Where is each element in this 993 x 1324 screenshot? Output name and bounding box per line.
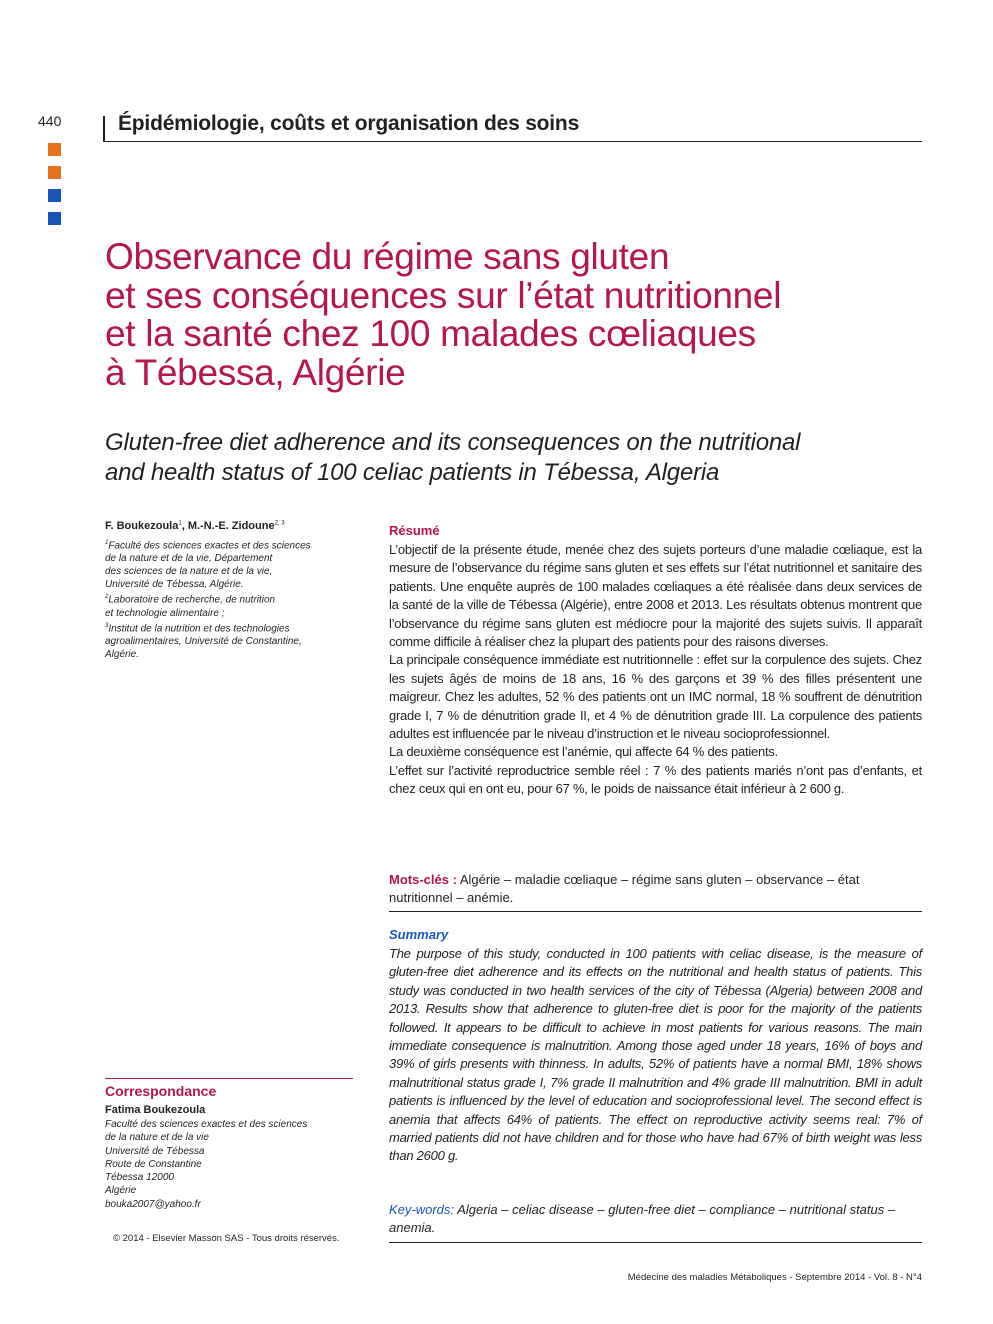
affiliations	[105, 537, 355, 661]
affiliation	[105, 620, 355, 661]
affiliation	[105, 591, 355, 619]
affiliation-line: $^3$Institut de la nutrition et des technologies	[105, 622, 290, 634]
resume-paragraph: L’effet sur l’activité reproductrice semble réel : 7 % des patients mariés n’ont pas d’enfants, et chez ceux qui en ont eu, pour 67 %, le poids de naissance était inférieur à 2 600 g.	[389, 762, 922, 797]
address-line: Université de Tébessa	[105, 1145, 205, 1157]
resume-paragraph: La deuxième conséquence est l’anémie, qui affecte 64 % des patients.	[389, 744, 778, 760]
keywords-en-label: Key-words:	[389, 1202, 455, 1217]
affiliation-line: de la nature et de la vie, Département	[105, 553, 273, 565]
affiliation-number: 3	[105, 622, 109, 629]
affiliation-number: 2	[105, 594, 109, 601]
section-rule	[389, 911, 922, 912]
summary-body: The purpose of this study, conducted in 100 patients with celiac disease, is the measure of gluten-free diet adherence and its effects on the nutritional and health status of patients. This study was conducted in two health services of the city of Tébessa (Algeria) between 2008 and 2013. Results show that adherence to gluten-free diet is poor for the majority of the patients followed. It appears to be difficult to achieve in most patients for various reasons. The main immediate consequence is malnutrition. Among those aged under 18 years, 16% of boys and 39% of girls presents with thinness. In adults, 52% of patients have a normal BMI, 18% shows malnutritional status grade I, 7% grade II malnutrition and 4% grade III malnutrition. BMI in adult patients is influenced by the level of education and socioprofessional level. The second effect is anemia that affects 64% of patients. The effect on reproductive activity seems real: 7% of married patients did not have children and for those who have had 67% of birth weight was less than 2600 g.	[389, 946, 922, 1164]
section-marker-square	[48, 189, 61, 202]
email-link[interactable]: bouka2007@yahoo.fr	[105, 1198, 201, 1210]
affiliation-number: 1	[105, 540, 109, 546]
keywords-fr	[389, 871, 922, 908]
author-name: M.-N.-E. Zidoune	[187, 520, 275, 532]
correspondence-rule	[105, 1078, 353, 1079]
article-title-fr	[105, 238, 905, 392]
affiliation-line: Algérie.	[105, 648, 139, 660]
copyright-notice: © 2014 - Elsevier Masson SAS - Tous droits réservés.	[113, 1233, 340, 1244]
author-affiliation-ref: 1	[178, 520, 182, 527]
address-line: Tébessa 12000	[105, 1172, 174, 1184]
affiliation-line: et technologie alimentaire ;	[105, 607, 225, 619]
journal-citation: Médecine des maladies Métaboliques - Septembre 2014 - Vol. 8 - N°4	[627, 1272, 922, 1283]
section-rule	[389, 1242, 922, 1243]
address-line: Faculté des sciences exactes et des sciences	[105, 1119, 308, 1130]
address-line: de la nature et de la vie	[105, 1132, 209, 1144]
correspondence-name: Fatima Boukezoula	[105, 1104, 206, 1116]
correspondence-address	[105, 1118, 355, 1211]
title-en-line: and health status of 100 celiac patients in Tébessa, Algeria	[105, 459, 720, 486]
title-fr-line: à Tébessa, Algérie	[105, 351, 406, 393]
author-list	[105, 520, 355, 532]
section-title: Épidémiologie, coûts et organisation des soins	[118, 112, 580, 135]
resume-paragraph: La principale conséquence immédiate est nutritionnelle : effet sur la corpulence des sujets. Chez les sujets âgés de moins de 18 ans, 16 % des garçons et 39 % des filles présentent une maigreur. Chez les adultes, 52 % des patients ont un IMC normal, 18 % souffrent de dénutrition grade I, 7 % de dénutrition grade II, et 4 % de dénutrition grade III. La corpulence des patients adultes est influencée par le niveau d’instruction et le niveau socioprofessionnel.	[389, 652, 922, 742]
section-marker-square	[48, 212, 61, 225]
keywords-fr-label: Mots-clés :	[389, 872, 457, 887]
resume-heading: Résumé	[389, 523, 440, 538]
author-name: F. Boukezoula	[105, 520, 179, 532]
affiliation-line: Université de Tébessa, Algérie.	[105, 579, 244, 591]
correspondence-heading: Correspondance	[105, 1083, 217, 1099]
keywords-en-text: Algeria – celiac disease – gluten-free diet – compliance – nutritional status – anemia.	[389, 1202, 896, 1236]
title-en-line: Gluten-free diet adherence and its consequences on the nutritional	[105, 429, 801, 456]
affiliation-line: $^2$Laboratoire de recherche, de nutrition	[105, 594, 276, 606]
title-fr-line: et ses conséquences sur l’état nutritionnel	[105, 274, 782, 316]
header-rule	[103, 141, 922, 142]
resume-body	[389, 541, 922, 799]
affiliation-line: agroalimentaires, Université de Constantine,	[105, 635, 302, 647]
article-title-en	[105, 428, 925, 488]
author-separator: ,	[181, 520, 188, 532]
author-affiliation-ref: 2, 3	[274, 520, 285, 527]
keywords-fr-text: Algérie – maladie cœliaque – régime sans gluten – observance – état nutritionnel – anémie.	[389, 872, 860, 906]
address-line: Algérie	[105, 1185, 137, 1197]
affiliation-line: des sciences de la nature et de la vie,	[105, 566, 273, 578]
address-line: Route de Constantine	[105, 1158, 202, 1170]
section-marker-square	[48, 143, 61, 156]
header-divider	[103, 116, 105, 142]
affiliation-line: $^1$Faculté des sciences exactes et des sciences	[105, 540, 311, 552]
affiliation	[105, 537, 355, 591]
resume-paragraph: L’objectif de la présente étude, menée chez des sujets porteurs d’une maladie cœliaque, est la mesure de l’observance du régime sans gluten et ses effets sur l’état nutritionnel et sanitaire des patients. Une enquête auprès de 100 malades cœliaques a été réalisée dans deux services de la santé de la ville de Tébessa (Algérie), entre 2008 et 2013. Les résultats obtenus montrent que l’observance du régime sans gluten est médiocre pour la majorité des sujets suivis. Il apparaît comme difficile à réaliser chez la plupart des patients pour des raisons diverses.	[389, 542, 922, 650]
summary-heading: Summary	[389, 927, 449, 942]
page-number: 440	[38, 113, 62, 129]
section-marker-square	[48, 166, 61, 179]
title-fr-line: et la santé chez 100 malades cœliaques	[105, 313, 756, 354]
title-fr-line: Observance du régime sans gluten	[105, 236, 670, 277]
keywords-en	[389, 1201, 922, 1238]
